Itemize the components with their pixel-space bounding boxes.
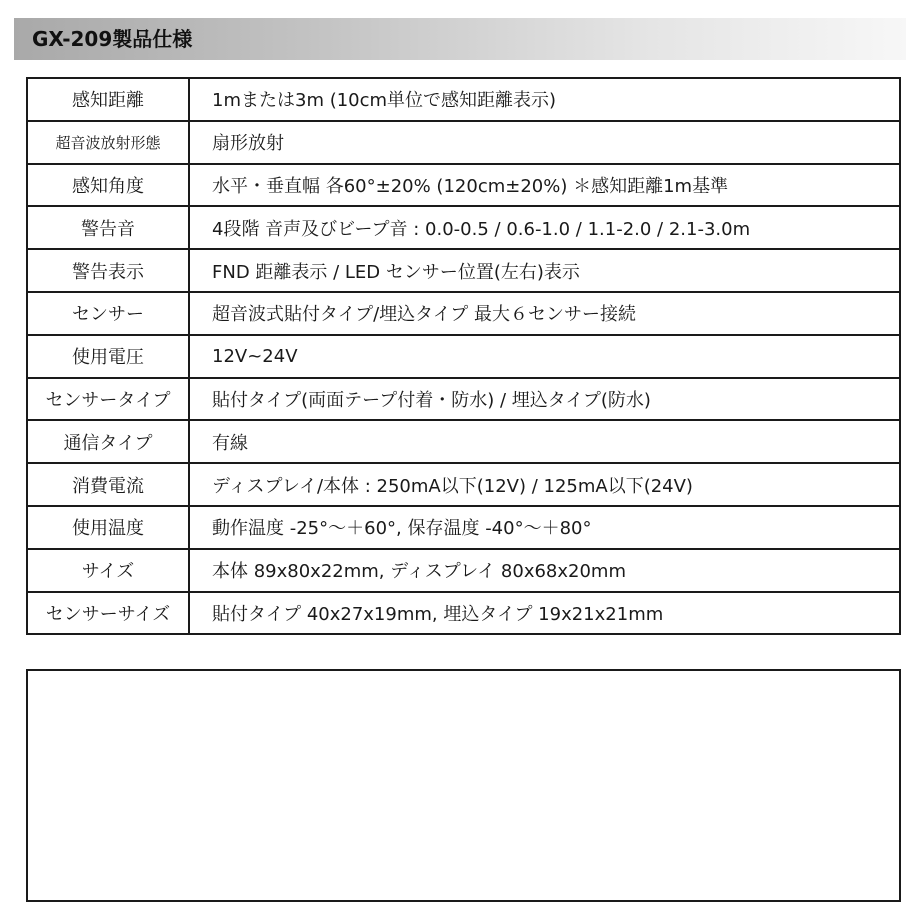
spec-label: 通信タイプ [27, 420, 189, 463]
page-title: GX-209製品仕様 [32, 27, 193, 51]
spec-value: 動作温度 -25°～＋60°, 保存温度 -40°～＋80° [189, 506, 900, 549]
title-bar [14, 18, 906, 60]
table-row [27, 206, 900, 249]
spec-label: センサー [27, 292, 189, 335]
table-row [27, 378, 900, 421]
spec-value: FND 距離表示 / LED センサー位置(左右)表示 [189, 249, 900, 292]
spec-value: 4段階 音声及びビープ音 : 0.0-0.5 / 0.6-1.0 / 1.1-2.0 / 2.1-3.0m [189, 206, 900, 249]
spec-value: 扇形放射 [189, 121, 900, 164]
spec-label: センサーサイズ [27, 592, 189, 635]
spec-label: 使用電圧 [27, 335, 189, 378]
spec-label: サイズ [27, 549, 189, 592]
table-row [27, 549, 900, 592]
spec-label: 感知角度 [27, 164, 189, 207]
spec-value: 貼付タイプ 40x27x19mm, 埋込タイプ 19x21x21mm [189, 592, 900, 635]
table-row [27, 506, 900, 549]
spec-label: 感知距離 [27, 78, 189, 121]
empty-content-box [26, 669, 901, 902]
table-row [27, 592, 900, 635]
spec-value: 本体 89x80x22mm, ディスプレイ 80x68x20mm [189, 549, 900, 592]
spec-value: 貼付タイプ(両面テープ付着・防水) / 埋込タイプ(防水) [189, 378, 900, 421]
spec-label: 警告表示 [27, 249, 189, 292]
table-row [27, 78, 900, 121]
spec-value: 1mまたは3m (10cm単位で感知距離表示) [189, 78, 900, 121]
table-row [27, 249, 900, 292]
spec-label: センサータイプ [27, 378, 189, 421]
table-row [27, 463, 900, 506]
table-row [27, 420, 900, 463]
table-row [27, 335, 900, 378]
spec-value: 有線 [189, 420, 900, 463]
table-row [27, 121, 900, 164]
spec-value: ディスプレイ/本体 : 250mA以下(12V) / 125mA以下(24V) [189, 463, 900, 506]
spec-label: 消費電流 [27, 463, 189, 506]
spec-value: 超音波式貼付タイプ/埋込タイプ 最大６センサー接続 [189, 292, 900, 335]
table-row [27, 292, 900, 335]
spec-label: 警告音 [27, 206, 189, 249]
spec-table [26, 77, 901, 635]
spec-value: 水平・垂直幅 各60°±20% (120cm±20%) ＊感知距離1m基準 [189, 164, 900, 207]
spec-label: 超音波放射形態 [27, 121, 189, 164]
table-row [27, 164, 900, 207]
spec-label: 使用温度 [27, 506, 189, 549]
spec-value: 12V~24V [189, 335, 900, 378]
